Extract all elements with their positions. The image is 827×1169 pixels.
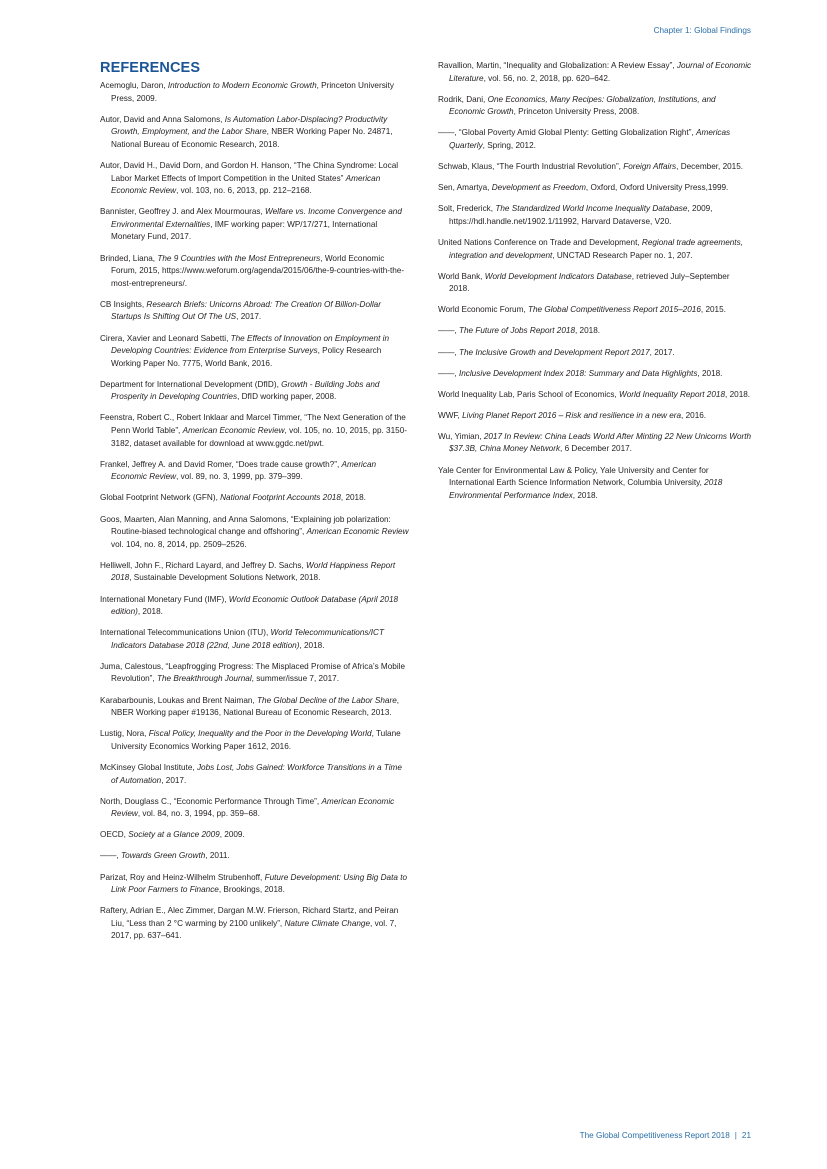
reference-entry [438, 182, 752, 195]
reference-text: Feenstra, Robert C., Robert Inklaar and Marcel Timmer, “The Next Generation of the Penn World Table”, [100, 413, 406, 436]
reference-text: , 2018. [340, 493, 366, 503]
reference-text: World Bank, [438, 271, 485, 281]
reference-text: Frankel, Jeffrey A. and David Romer, “Does trade cause growth?”, [100, 459, 342, 469]
reference-title: The Global Decline of the Labor Share [257, 695, 397, 705]
reference-text: , Princeton University Press, 2009. [111, 81, 394, 103]
reference-entry [100, 459, 410, 484]
reference-title: The Future of Jobs Report 2018 [458, 326, 575, 336]
reference-text: , 2015. [700, 305, 726, 315]
reference-entry [100, 728, 410, 753]
reference-entry [438, 389, 752, 402]
reference-text: , vol. 103, no. 6, 2013, pp. 212–2168. [176, 186, 312, 196]
reference-text: United Nations Conference on Trade and Development, [438, 237, 642, 247]
reference-title: The Effects of Innovation on Employment in Developing Countries: Evidence from Enterprise Surveys [111, 333, 390, 356]
reference-title: Regional trade agreements, integration and development [449, 237, 743, 260]
reference-text: , 6 December 2017. [560, 444, 632, 454]
reference-entry [438, 203, 752, 228]
reference-text: Rodrik, Dani, [438, 94, 488, 104]
reference-text: , vol. 89, no. 3, 1999, pp. 379–399. [176, 472, 303, 482]
reference-text: , World Economic Forum, 2015, https://www.weforum.org/agenda/2015/06/the-9-countries-with-the-most-entrepreneurs/. [111, 253, 405, 288]
reference-entry [100, 695, 410, 720]
reference-entry [100, 412, 410, 450]
reference-text: , Oxford, Oxford University Press,1999. [585, 183, 729, 193]
reference-text: , DfID working paper, 2008. [237, 392, 337, 402]
reference-text: Acemoglu, Daron, [100, 81, 168, 90]
reference-entry [438, 271, 752, 296]
reference-title: American Economic Review [111, 459, 377, 482]
reference-text: World Economic Forum, [438, 305, 528, 315]
reference-title: Research Briefs: Unicorns Abroad: The Creation Of Billion-Dollar Startups Is Shifting Out Of The US [111, 299, 381, 322]
reference-title: Development as Freedom [491, 183, 586, 193]
reference-entry [100, 560, 410, 585]
reference-entry [100, 492, 410, 505]
reference-entry [100, 796, 410, 821]
reference-text: Schwab, Klaus, “The Fourth Industrial Revolution”, [438, 162, 624, 172]
reference-text: , UNCTAD Research Paper no. 1, 207. [552, 250, 693, 260]
reference-text: , 2011. [205, 851, 230, 861]
reference-text: , NBER Working Paper No. 24871, National Bureau of Economic Research, 2018. [111, 127, 393, 149]
reference-text: Karabarbounis, Loukas and Brent Naiman, [100, 695, 258, 705]
reference-title: Introduction to Modern Economic Growth [167, 81, 317, 90]
reference-text: Helliwell, John F., Richard Layard, and Jeffrey D. Sachs, [100, 560, 306, 570]
reference-text: International Monetary Fund (IMF), [100, 594, 229, 604]
reference-text: Autor, David and Anna Salomons, [100, 114, 225, 124]
reference-entry [438, 127, 752, 152]
reference-text: ——, [438, 368, 459, 378]
reference-title: The Breakthrough Journal [156, 674, 252, 684]
reference-text: , Princeton University Press, 2008. [513, 107, 640, 117]
reference-text: World Inequality Lab, Paris School of Economics, [438, 389, 619, 399]
reference-title: World Development Indicators Database [484, 271, 632, 281]
reference-title: Society at a Glance 2009 [128, 830, 220, 840]
reference-entry [100, 872, 410, 897]
reference-text: Wu, Yimian, [438, 431, 484, 441]
reference-entry [100, 627, 410, 652]
reference-text: , retrieved July–September 2018. [449, 271, 730, 294]
references-column-right [438, 60, 752, 511]
reference-entry [100, 661, 410, 686]
reference-text: , NBER Working paper #19136, National Bureau of Economic Research, 2013. [111, 695, 400, 718]
reference-title: Foreign Affairs [623, 162, 677, 172]
reference-text: Yale Center for Environmental Law & Policy, Yale University and Center for International Earth Science Information Network, Columbia University, [438, 465, 709, 488]
reference-text: , summer/issue 7, 2017. [251, 674, 340, 684]
reference-text: Solt, Frederick, [438, 204, 496, 214]
reference-text: , 2018. [697, 368, 723, 378]
reference-title: The Standardized World Income Inequality Database [495, 204, 688, 214]
reference-text: , 2018. [137, 607, 163, 617]
reference-entry [438, 410, 752, 423]
reference-entry [438, 465, 752, 503]
reference-text: , December, 2015. [676, 162, 744, 172]
chapter-header: Chapter 1: Global Findings [653, 26, 751, 35]
reference-text: McKinsey Global Institute, [100, 762, 197, 772]
reference-title: National Footprint Accounts 2018 [220, 493, 341, 503]
reference-entry [100, 594, 410, 619]
reference-text: Lustig, Nora, [100, 729, 149, 739]
reference-entry [100, 850, 410, 863]
reference-text: Bannister, Geoffrey J. and Alex Mourmouras, [100, 207, 266, 217]
reference-entry [100, 905, 410, 943]
reference-text: , 2018. [725, 389, 751, 399]
reference-title: American Economic Review [306, 527, 409, 537]
reference-text: WWF, [438, 410, 463, 420]
reference-entry [100, 333, 410, 371]
reference-text: , IMF working paper: WP/17/271, International Monetary Fund, 2017. [111, 219, 378, 242]
reference-text: Juma, Calestous, “Leapfrogging Progress: The Misplaced Promise of Africa’s Mobile Revolution”, [100, 661, 406, 684]
reference-text: Goos, Maarten, Alan Manning, and Anna Salomons, “Explaining job polarization: Routine-biased technological change and offshoring”, [100, 514, 391, 537]
reference-title: World Telecommunications/ICT Indicators Database 2018 (22nd, June 2018 edition) [111, 628, 384, 650]
page-footer [580, 1131, 751, 1140]
reference-text: , Policy Research Working Paper No. 7775, World Bank, 2016. [111, 346, 382, 368]
reference-title: Future Development: Using Big Data to Link Poor Farmers to Finance [111, 872, 408, 895]
reference-title: Welfare vs. Income Convergence and Environmental Externalities [111, 207, 402, 229]
reference-title: Journal of Economic Literature [449, 61, 752, 83]
reference-entry [100, 829, 410, 842]
reference-text: , 2018. [299, 640, 325, 650]
reference-text: Cirera, Xavier and Leonard Sabetti, [100, 333, 231, 343]
reference-text: , vol. 84, no. 3, 1994, pp. 359–68. [137, 809, 260, 819]
reference-text: OECD, [100, 830, 129, 840]
reference-text: Ravallion, Martin, “Inequality and Globalization: A Review Essay”, [438, 61, 677, 70]
reference-title: Towards Green Growth [120, 851, 206, 861]
reference-text: Autor, David H., David Dorn, and Gordon H. Hanson, “The China Syndrome: Local Labor Market Effects of Import Competition in the United States” [100, 160, 399, 183]
reference-entry [100, 253, 410, 291]
reference-title: Americas Quarterly [449, 128, 731, 150]
reference-text: ——, [100, 851, 121, 861]
reference-title: Inclusive Development Index 2018: Summary and Data Highlights [458, 368, 698, 378]
reference-title: Fiscal Policy, Inequality and the Poor in the Developing World [148, 729, 372, 739]
reference-text: Department for International Development (DfID), [100, 379, 282, 389]
reference-title: 2018 Environmental Performance Index [449, 478, 723, 500]
reference-text: , 2018. [575, 326, 601, 336]
reference-text: ——, [438, 347, 459, 357]
references-heading: REFERENCES [100, 60, 201, 76]
reference-text: vol. 104, no. 8, 2014, pp. 2509–2526. [111, 539, 247, 549]
reference-entry [438, 368, 752, 381]
reference-entry [438, 325, 752, 338]
reference-entry [100, 114, 410, 152]
reference-entry [100, 206, 410, 244]
references-column-left [100, 80, 410, 951]
reference-text: ——, [438, 326, 459, 336]
reference-entry [100, 160, 410, 198]
reference-text: , vol. 7, 2017, pp. 637–641. [111, 918, 397, 941]
reference-text: , 2017. [649, 347, 675, 357]
reference-entry [438, 347, 752, 360]
reference-text: Parizat, Roy and Heinz-Wilhelm Strubenhoff, [100, 872, 265, 882]
reference-entry [438, 60, 752, 85]
reference-entry [438, 94, 752, 119]
reference-entry [100, 379, 410, 404]
reference-entry [438, 304, 752, 317]
reference-title: Jobs Lost, Jobs Gained: Workforce Transitions in a Time of Automation [111, 762, 402, 785]
reference-title: The Global Competitiveness Report 2015–2016 [527, 305, 701, 315]
reference-title: World Economic Outlook Database (April 2018 edition) [111, 594, 399, 617]
reference-entry [438, 431, 752, 456]
reference-text: ——, “Global Poverty Amid Global Plenty: Getting Globalization Right”, [438, 128, 697, 138]
reference-text: Brinded, Liana, [100, 253, 158, 263]
reference-title: Nature Climate Change [284, 918, 371, 928]
reference-title: One Economics, Many Recipes: Globalization, Institutions, and Economic Growth [449, 94, 716, 117]
reference-title: Is Automation Labor-Displacing? Productivity Growth, Employment, and the Labor Share [111, 114, 388, 137]
reference-title: The 9 Countries with the Most Entrepreneurs [157, 253, 321, 263]
reference-text: Sen, Amartya, [438, 183, 492, 193]
reference-text: Raftery, Adrian E., Alec Zimmer, Dargan M.W. Frierson, Richard Startz, and Peiran Liu, “Less than 2 °C warming by 2100 unlikely”, [100, 906, 399, 928]
reference-text: , 2009. [219, 830, 245, 840]
reference-text: , Sustainable Development Solutions Network, 2018. [129, 573, 321, 583]
reference-text: , 2017. [236, 312, 262, 322]
reference-title: World Inequality Report 2018 [618, 389, 726, 399]
footer-separator: | [734, 1131, 737, 1140]
reference-text: , 2009, https://hdl.handle.net/1902.1/11992, Harvard Dataverse, V20. [449, 204, 713, 226]
footer-report-title: The Global Competitiveness Report 2018 [579, 1131, 730, 1140]
reference-entry [100, 514, 410, 552]
page-number: 21 [741, 1131, 751, 1140]
reference-text: International Telecommunications Union (ITU), [100, 628, 271, 638]
reference-text: , Spring, 2012. [482, 140, 536, 150]
reference-text: , 2017. [161, 775, 187, 785]
reference-text: Global Footprint Network (GFN), [100, 493, 221, 503]
reference-title: 2017 In Review: China Leads World After Minting 22 New Unicorns Worth $37.3B, China Money Network [449, 431, 752, 454]
reference-title: The Inclusive Growth and Development Report 2017 [458, 347, 650, 357]
reference-text: CB Insights, [100, 299, 147, 309]
reference-title: American Economic Review [182, 426, 285, 436]
reference-text: North, Douglass C., “Economic Performance Through Time”, [100, 796, 322, 806]
reference-entry [100, 80, 410, 105]
reference-title: World Happiness Report 2018 [111, 560, 396, 583]
reference-title: Living Planet Report 2016 – Risk and resilience in a new era [462, 410, 682, 420]
reference-text: , Tulane University Economics Working Paper 1612, 2016. [111, 729, 401, 751]
reference-title: Growth - Building Jobs and Prosperity in Developing Countries [111, 379, 380, 402]
reference-entry [100, 299, 410, 324]
reference-text: , Brookings, 2018. [218, 885, 285, 895]
reference-text: , 2018. [572, 490, 598, 500]
reference-title: American Economic Review [111, 796, 395, 819]
reference-title: American Economic Review [111, 173, 381, 196]
reference-text: , vol. 105, no. 10, 2015, pp. 3150-3182, dataset available for download at www.ggdc.net/pwt. [111, 426, 407, 448]
reference-entry [438, 237, 752, 262]
reference-entry [438, 161, 752, 174]
reference-text: , 2016. [681, 410, 707, 420]
reference-text: , vol. 56, no. 2, 2018, pp. 620–642. [483, 73, 611, 83]
reference-entry [100, 762, 410, 787]
